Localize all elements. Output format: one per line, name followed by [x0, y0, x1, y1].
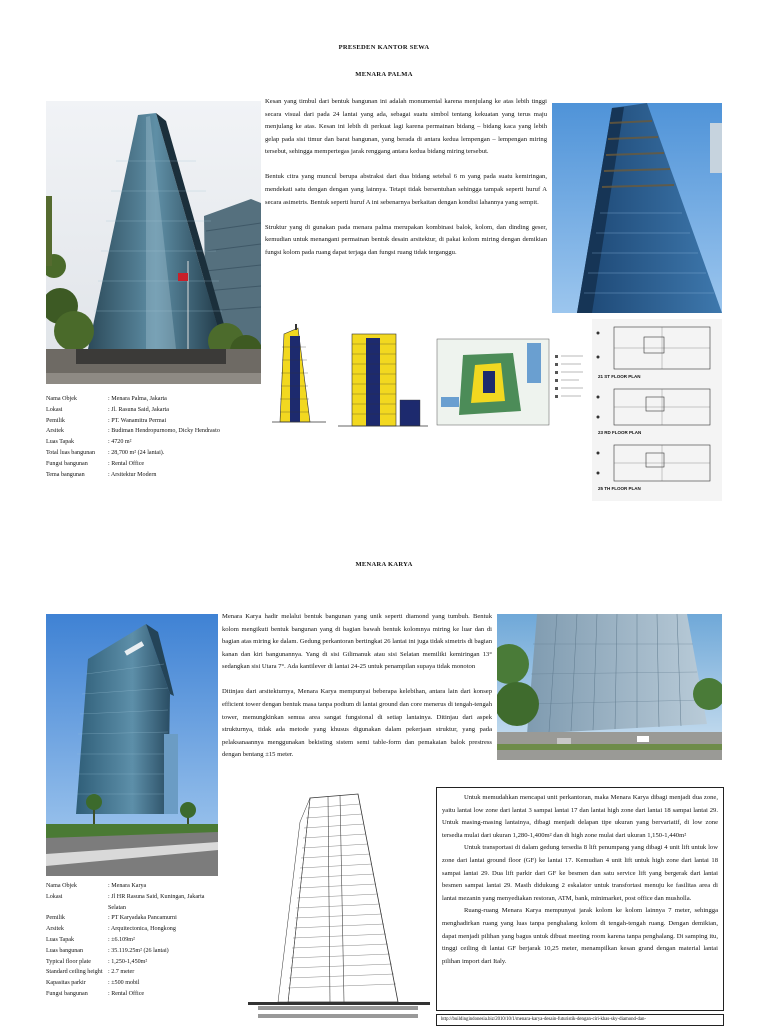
fact-value: : ±500 mobil: [108, 980, 140, 987]
fact-value: : Arquitectonica, Hongkong: [108, 926, 176, 933]
menara-karya-photo: [46, 614, 218, 876]
fact-value: : Jl. Rasuna Said, Jakarta: [108, 406, 169, 413]
karya-description: [222, 611, 492, 774]
menara-palma-photo-2: [552, 103, 722, 313]
site-plan-drawing: [435, 335, 587, 433]
fact-row: [46, 448, 261, 459]
menara-karya-rendering: [497, 614, 722, 760]
palma-heading: MENARA PALMA: [355, 71, 413, 78]
fact-row: [46, 437, 261, 448]
fact-value: : 28,700 m² (24 lantai).: [108, 449, 165, 456]
palma-description: [265, 96, 547, 272]
fact-row: [46, 989, 246, 1000]
fact-row: [46, 967, 246, 978]
section-drawing-2: [336, 330, 430, 434]
fact-label: Fungsi bangunan: [46, 460, 88, 467]
section-drawing-1: [268, 322, 330, 434]
fact-label: Luas Tapak: [46, 936, 75, 943]
fact-value: : Menara Palma, Jakarta: [108, 396, 167, 402]
fact-label: Fungsi bangunan: [46, 990, 88, 997]
fact-label: Lokasi: [46, 893, 63, 900]
karya-box-paragraph: Untuk transportasi di dalam gedung tersedia 8 lift penumpang yang dibagi 4 unit lift untuk low zone dari lantai ground floor (GF) ke lantai 17. Kemudian 4 unit lift untuk high zone dari lantai 18 sampai lantai 29. Dua lift parkir dari GF ke besmen dan satu service lift yang bergerak dari lantai besmen sampai lantai 29. Masih didukung 2 eskalator untuk transfortasi menuju ke fasilitas area di lantai mezanin yang menyediakan restoran, ATM, bank, minimarket, post office dan musholla.: [442, 844, 718, 902]
fact-value: : Budiman Hendropurnomo, Dicky Hendrasto: [108, 428, 220, 435]
fact-value: : 4720 m²: [108, 439, 132, 446]
fact-value: : 2.7 meter: [108, 969, 135, 976]
fact-label: Arsitek: [46, 926, 64, 933]
fact-value: : Jl HR Rasuna Said, Kuningan, Jakarta Selatan: [108, 893, 205, 911]
fact-row: [46, 935, 246, 946]
fact-label: Standard ceiling height: [46, 969, 103, 976]
page-title: PRESEDEN KANTOR SEWA: [338, 44, 430, 51]
fact-value: : 35.119.25m² (26 lantai): [108, 947, 169, 954]
fact-label: Total luas bangunan: [46, 449, 95, 456]
fact-value: : Rental Office: [108, 990, 145, 997]
source-url-link[interactable]: http://buildingindonesia.biz/2010/10/1/menara-karya-desain-futuristik-dengan-ciri-khas-sky-diamond-dan-: [436, 1014, 724, 1026]
floor-plan-label: 21 ST FLOOR PLAN: [598, 374, 641, 379]
karya-section-drawing: [248, 792, 430, 1024]
karya-paragraph: Ditinjau dari arsitekturnya, Menara Karya mempunyai beberapa kelebihan, antara lain dari konsep efficient tower dengan bentuk masa tanpa podium di lantai ground dan core menerus di tengah-tengah tower, memungkinkan semua area sangat fungsional di setiap lantainya. Ditinjau dari aspek strukturnya, tidak ada metode yang khusus digunakan dalam pekerjaan struktur, yang pada pelaksanaannya menggunakan bekisting sistem semi table-form dan pemakaian balok prestress dengan bentang ±15 meter.: [222, 688, 492, 759]
fact-value: : 1,250-1,450m²: [108, 958, 148, 965]
fact-row: [46, 470, 261, 481]
palma-paragraph: Bentuk citra yang muncul berupa abstraksi dari dua bidang setebal 6 m yang pada suatu kemiringan, mendekati satu dengan dengan yang lainnya. Tetapi tidak bersentuhan sehingga tampak seperti huruf A secara asimetris. Bentuk seperti huruf A ini sebenarnya berkaitan dengan kondisi lahannya yang sempit.: [265, 173, 547, 206]
palma-facts: [46, 394, 261, 480]
fact-value: : PT. Wanamitra Permai: [108, 417, 167, 424]
karya-facts: [46, 881, 246, 1000]
fact-label: Pemilik: [46, 915, 65, 922]
fact-row: [46, 957, 246, 968]
fact-label: Kapasitas parkir: [46, 980, 86, 987]
fact-value: : ±6.109m²: [108, 936, 135, 943]
floor-plan-label: 25 TH FLOOR PLAN: [598, 486, 641, 491]
fact-row: [46, 924, 246, 935]
fact-label: Arsitek: [46, 428, 64, 435]
fact-label: Pemilik: [46, 417, 65, 424]
menara-palma-photo: [46, 101, 261, 384]
fact-row: [46, 892, 246, 914]
fact-row: [46, 416, 261, 427]
fact-row: [46, 913, 246, 924]
fact-value: : PT Karyadaka Pancamurni: [108, 915, 177, 922]
karya-box-paragraph: Ruang-ruang Menara Karya mempunyai jarak kolom ke kolom lainnya 7 meter, sehingga menghadirkan ruang yang luas tanpa penghalang kolom di tengah-tengah ruang. Dengan demikian, dapat menjadi pilihan yang bagus untuk dibuat meeting room karena tanpa penghalang. Di samping itu, tinggi ceiling di lantai GF berjarak 10,25 meter, menampilkan kesan grand dengan material lantai pilihan import dari Italy.: [442, 907, 718, 965]
fact-row: [46, 459, 261, 470]
fact-label: Lokasi: [46, 406, 63, 413]
fact-row: [46, 426, 261, 437]
fact-label: Luas bangunan: [46, 947, 84, 954]
palma-paragraph: Struktur yang di gunakan pada menara palma merupakan kombinasi balok, kolom, dan dinding geser, kemudian untuk menangani permainan bentuk desain arsitektur, di pakai kolom miring dengan demikian fungsi kolom pada ruang dapat terjaga dan fungsi ruang tidak terganggu.: [265, 223, 547, 256]
karya-paragraph: Menara Karya hadir melalui bentuk bangunan yang unik seperti diamond yang tumbuh. Bentuk kolom mengikuti bentuk bangunan yang di bagian bawah bentuk kolomnya miring ke luar dan di bagian atas miring ke dalam. Gedung perkantoran bertingkat 26 lantai ini juga tidak simetris di bagian kanan dan kiri bangunannya. Yang di sisi Gilimanuk atau sisi Selatan memiliki kemiringan 13° sedangkan sisi Utara 7°. Ada kantilever di lantai 24-25 untuk penampilan supaya tidak monoton: [222, 613, 492, 671]
karya-heading: MENARA KARYA: [355, 561, 413, 568]
karya-info-box: [436, 787, 724, 1011]
fact-row: [46, 394, 261, 405]
fact-value: : Arsitektur Modern: [108, 471, 157, 478]
fact-row: [46, 405, 261, 416]
fact-label: Tema bangunan: [46, 471, 85, 478]
fact-label: Nama Objek: [46, 883, 77, 889]
fact-label: Luas Tapak: [46, 439, 75, 446]
fact-row: [46, 946, 246, 957]
fact-row: [46, 978, 246, 989]
floor-plan-label: 23 RD FLOOR PLAN: [598, 430, 642, 435]
fact-label: Typical floor plate: [46, 958, 91, 965]
karya-box-paragraph: Untuk memudahkan mencapai unit perkantoran, maka Menara Karya dibagi menjadi dua zone, yaitu lantai low zone dari lantai 3 sampai lantai 17 dan lantai high zone dari lantai 18 sampai lantai 29. Untuk masing-masing lantainya, dibagi menjadi delapan tipe ukuran yang bervariatif, di low zone tersedia mulai dari ukuran 1,280-1,400m² dan di high zone mulai dari ukuran 1,150-1,440m²: [442, 794, 718, 839]
palma-paragraph: Kesan yang timbul dari bentuk bangunan ini adalah monumental karena menjulang ke atas lebih tinggi secara visual dari pada 24 lantai yang ada, sebagai suatu simbol tentang kekuatan yang terus maju menjulang ke atas. Kesan ini lebih di perkuat lagi karena permainan bidang – bidang kaca yang lebih gelap pada sisi timur dan barat bangunan, yang berada di antara kedua lempengan – lempengan miring tersebut, sehingga mempertegas jarak renggang antara kedua bidang miring tersebut.: [265, 98, 547, 156]
fact-value: : Menara Karya: [108, 883, 147, 889]
fact-label: Nama Objek: [46, 396, 77, 402]
fact-row: [46, 881, 246, 892]
fact-value: : Rental Office: [108, 460, 145, 467]
floor-plans: [592, 319, 722, 501]
